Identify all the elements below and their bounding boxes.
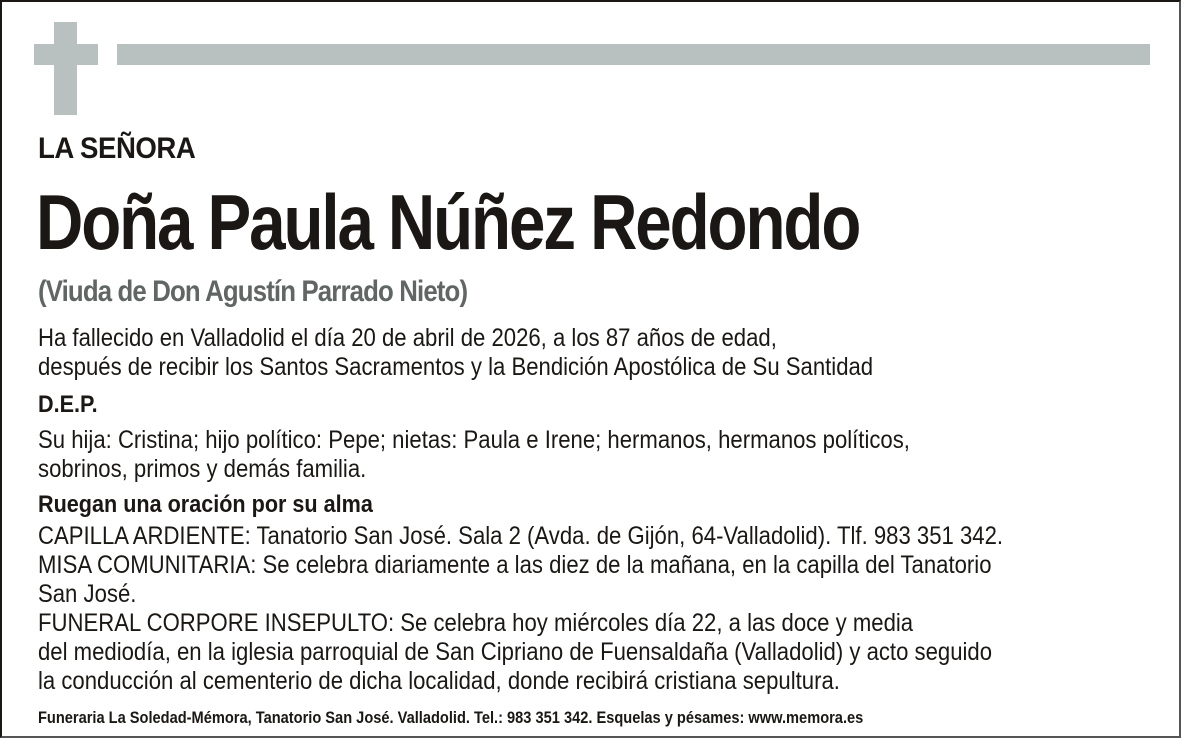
rip-label: D.E.P. — [38, 391, 98, 418]
family-line: sobrinos, primos y demás familia. — [38, 455, 367, 483]
service-line: San José. — [38, 580, 137, 608]
service-line: FUNERAL CORPORE INSEPULTO: Se celebra hoy miércoles día 22, a las doce y media — [38, 609, 914, 637]
family-line: Su hija: Cristina; hijo político: Pepe; nietas: Paula e Irene; hermanos, hermanos políticos, — [38, 426, 910, 454]
cross-icon-arm — [34, 44, 98, 65]
announcement-line: Ha fallecido en Valladolid el día 20 de abril de 2026, a los 87 años de edad, — [38, 324, 777, 352]
deceased-name: Doña Paula Núñez Redondo — [36, 178, 860, 266]
header-rule — [117, 44, 1150, 65]
title-prefix: LA SEÑORA — [38, 132, 196, 165]
funeral-home-footer: Funeraria La Soledad-Mémora, Tanatorio San José. Valladolid. Tel.: 983 351 342. Esquelas y pésames: www.memora.es — [38, 708, 864, 727]
service-line: la conducción al cementerio de dicha localidad, donde recibirá cristiana sepultura. — [38, 667, 840, 695]
prayer-request: Ruegan una oración por su alma — [38, 491, 373, 518]
service-line: del mediodía, en la iglesia parroquial de San Cipriano de Fuensaldaña (Valladolid) y acto seguido — [38, 638, 993, 666]
service-line: MISA COMUNITARIA: Se celebra diariamente a las diez de la mañana, en la capilla del Tanatorio — [38, 551, 992, 579]
widow-of: (Viuda de Don Agustín Parrado Nieto) — [38, 275, 468, 308]
cross-icon — [54, 22, 77, 115]
service-line: CAPILLA ARDIENTE: Tanatorio San José. Sala 2 (Avda. de Gijón, 64-Valladolid). Tlf. 983 351 342. — [38, 522, 1004, 550]
services-info — [38, 522, 1003, 696]
death-announcement — [38, 324, 873, 382]
announcement-line: después de recibir los Santos Sacramentos y la Bendición Apostólica de Su Santidad — [38, 353, 874, 381]
family-list — [38, 426, 910, 484]
